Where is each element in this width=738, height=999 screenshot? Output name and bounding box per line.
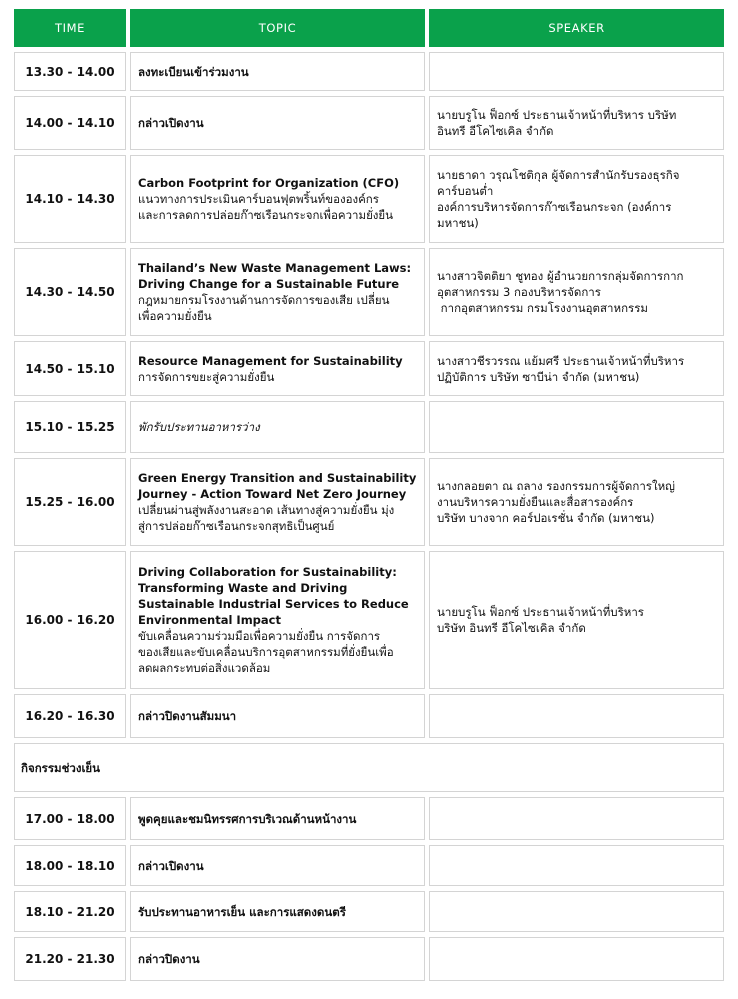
header-speaker: SPEAKER [429, 9, 724, 47]
topic-title: กล่าวปิดงาน [138, 952, 200, 966]
speaker-line: อินทรี อีโคไซเคิล จำกัด [437, 124, 554, 138]
row-speaker [429, 694, 724, 738]
topic-title: พูดคุยและชมนิทรรศการบริเวณด้านหน้างาน [138, 811, 357, 826]
topic-title: Carbon Footprint for Organization (CFO) [138, 176, 400, 190]
topic-title: พักรับประทานอาหารว่าง [138, 420, 260, 434]
row-speaker [429, 401, 724, 453]
row-topic [130, 401, 425, 453]
row-time: 16.00 - 16.20 [14, 551, 126, 689]
evening-row-speaker [429, 937, 724, 981]
header-time: TIME [14, 9, 126, 47]
topic-title: กล่าวปิดงานสัมมนา [138, 709, 237, 723]
row-time: 13.30 - 14.00 [14, 52, 126, 91]
topic-subtitle-line: กฎหมายกรมโรงงานด้านการจัดการของเสีย เปลี่ยน [138, 293, 390, 307]
topic-title: รับประทานอาหารเย็น และการแสดงดนตรี [138, 904, 346, 919]
row-time: 14.50 - 15.10 [14, 341, 126, 396]
speaker-line: องค์การบริหารจัดการก๊าซเรือนกระจก (องค์การ [437, 200, 672, 214]
topic-title: กล่าวเปิดงาน [138, 116, 204, 130]
row-speaker [429, 248, 724, 336]
topic-title: กล่าวเปิดงาน [138, 858, 204, 873]
topic-title: Thailand’s New Waste Management Laws: Driving Change for a Sustainable Future [138, 261, 412, 291]
speaker-line: บริษัท อินทรี อีโคไซเคิล จำกัด [437, 621, 586, 635]
speaker-line: นายบรูโน ฟ็อกซ์ ประธานเจ้าหน้าที่บริหาร [437, 605, 644, 619]
evening-row-speaker [429, 797, 724, 840]
row-topic [130, 52, 425, 91]
speaker-line: ปฏิบัติการ บริษัท ซาบีน่า จำกัด (มหาชน) [437, 369, 640, 384]
speaker-line: นายธาดา วรุณโชติกุล ผู้จัดการสำนักรับรองธุรกิจ [437, 168, 680, 182]
topic-title: ลงทะเบียนเข้าร่วมงาน [138, 64, 249, 79]
topic-subtitle-line: เพื่อความยั่งยืน [138, 309, 212, 323]
topic-subtitle-line: สู่การปล่อยก๊าซเรือนกระจกสุทธิเป็นศูนย์ [138, 519, 335, 533]
topic-subtitle-line: เปลี่ยนผ่านสู่พลังงานสะอาด เส้นทางสู่ความยั่งยืน มุ่ง [138, 503, 395, 517]
row-time: 14.10 - 14.30 [14, 155, 126, 243]
section-title-evening: กิจกรรมช่วงเย็น [14, 743, 724, 792]
speaker-line: มหาชน) [437, 216, 479, 230]
row-time: 14.00 - 14.10 [14, 96, 126, 150]
speaker-line: นางสาวจิตติยา ชูทอง ผู้อำนวยการกลุ่มจัดการกาก [437, 269, 684, 283]
evening-row-topic [130, 845, 425, 886]
row-time: 16.20 - 16.30 [14, 694, 126, 738]
topic-subtitle-line: ของเสียและขับเคลื่อนบริการอุตสาหกรรมที่ยั่งยืนเพื่อ [138, 645, 394, 659]
topic-subtitle-line: และการลดการปล่อยก๊าซเรือนกระจกเพื่อความยั่งยืน [138, 208, 394, 222]
speaker-line: นายบรูโน ฟ็อกซ์ ประธานเจ้าหน้าที่บริหาร บริษัท [437, 108, 677, 122]
row-time: 15.25 - 16.00 [14, 458, 126, 546]
speaker-line: นางกลอยตา ณ ถลาง รองกรรมการผู้จัดการใหญ่ [437, 479, 675, 493]
evening-row-time: 18.10 - 21.20 [14, 891, 126, 932]
row-speaker [429, 52, 724, 91]
topic-title: Green Energy Transition and Sustainability Journey - Action Toward Net Zero Journey [138, 471, 417, 501]
topic-title: Resource Management for Sustainability [138, 353, 403, 368]
row-topic [130, 458, 425, 546]
evening-row-topic [130, 937, 425, 981]
topic-subtitle-line: ลดผลกระทบต่อสิ่งแวดล้อม [138, 661, 271, 675]
row-topic [130, 694, 425, 738]
speaker-line: นางสาวชีรวรรณ แย้มศรี ประธานเจ้าหน้าที่บริหาร [437, 353, 685, 368]
evening-row-topic [130, 797, 425, 840]
evening-row-topic [130, 891, 425, 932]
row-speaker [429, 341, 724, 396]
topic-subtitle-line: การจัดการขยะสู่ความยั่งยืน [138, 369, 275, 384]
header-topic: TOPIC [130, 9, 425, 47]
evening-row-speaker [429, 891, 724, 932]
row-speaker [429, 551, 724, 689]
evening-row-speaker [429, 845, 724, 886]
topic-title: Driving Collaboration for Sustainability: Transforming Waste and Driving Sustainable Industrial Services to Reduce Environmental Impact [138, 565, 409, 627]
agenda-grid [14, 9, 724, 981]
row-topic [130, 96, 425, 150]
speaker-line: กากอุตสาหกรรม กรมโรงงานอุตสาหกรรม [437, 301, 648, 315]
row-topic [130, 551, 425, 689]
row-speaker [429, 155, 724, 243]
speaker-line: อุตสาหกรรม 3 กองบริหารจัดการ [437, 285, 601, 299]
topic-subtitle-line: แนวทางการประเมินคาร์บอนฟุตพริ้นท์ขององค์กร [138, 192, 379, 206]
evening-row-time: 18.00 - 18.10 [14, 845, 126, 886]
row-speaker [429, 458, 724, 546]
row-topic [130, 341, 425, 396]
speaker-line: บริษัท บางจาก คอร์ปอเรชั่น จำกัด (มหาชน) [437, 511, 655, 525]
speaker-line: งานบริหารความยั่งยืนและสื่อสารองค์กร [437, 495, 634, 509]
agenda-table [14, 9, 724, 981]
evening-row-time: 17.00 - 18.00 [14, 797, 126, 840]
speaker-line: คาร์บอนต่ำ [437, 184, 494, 198]
row-topic [130, 248, 425, 336]
evening-row-time: 21.20 - 21.30 [14, 937, 126, 981]
row-topic [130, 155, 425, 243]
topic-subtitle-line: ขับเคลื่อนความร่วมมือเพื่อความยั่งยืน การจัดการ [138, 629, 381, 643]
row-speaker [429, 96, 724, 150]
row-time: 14.30 - 14.50 [14, 248, 126, 336]
row-time: 15.10 - 15.25 [14, 401, 126, 453]
